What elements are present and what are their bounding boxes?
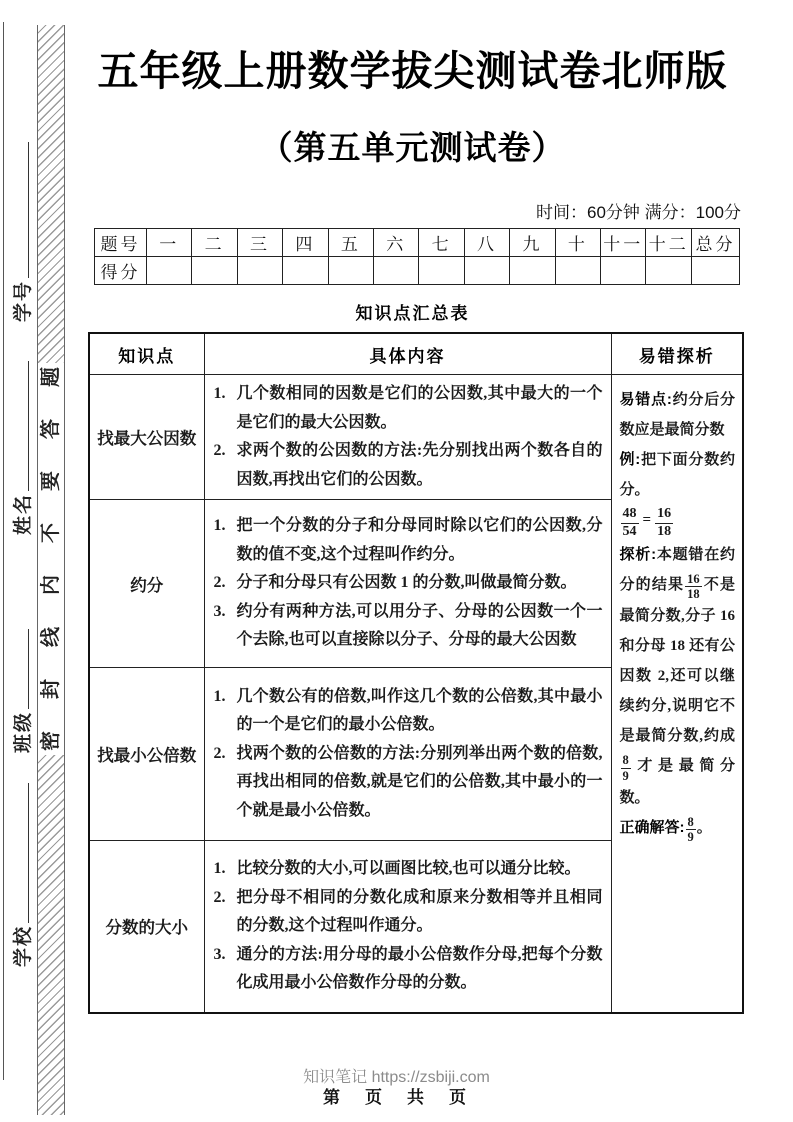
analysis-label: 探析: — [619, 545, 657, 563]
content-cell-4 — [204, 841, 611, 1013]
score-col-9: 九 — [510, 229, 555, 257]
seal-char: 封 — [40, 679, 62, 699]
analysis-text: 本题错在约分的结果 — [619, 546, 735, 593]
school-blank — [25, 783, 29, 923]
score-empty-cell — [192, 257, 237, 285]
knowledge-point-1: 找最大公因数 — [89, 375, 204, 500]
content-cell-3 — [204, 668, 611, 841]
content-item — [213, 598, 603, 655]
fraction-denominator: 9 — [622, 768, 629, 783]
content-item — [213, 941, 603, 998]
item-number: 2. — [213, 442, 226, 459]
item-number: 2. — [213, 574, 226, 592]
knowledge-summary-table — [88, 332, 744, 1014]
fraction-numerator: 48 — [622, 506, 637, 522]
score-header-row — [95, 229, 740, 257]
page-title: 五年级上册数学拔尖测试卷北师版 — [97, 48, 728, 94]
analysis-text: 不是最简分数,分子 16 和分母 18 还有公因数 2,还可以继续约分,说明它不是最简分数,约成 — [619, 576, 735, 745]
item-number: 1. — [213, 687, 226, 705]
item-text: 把一个分数的分子和分母同时除以它们的公因数,分数的值不变,这个过程叫作约分。 — [236, 517, 603, 563]
item-text: 约分有两种方法,可以用分子、分母的公因数一个一个去除,也可以直接除以分子、分母的最大公因数 — [236, 602, 603, 649]
fraction-denominator: 54 — [622, 523, 637, 539]
analysis-label: 例: — [619, 451, 641, 468]
knowledge-point-2: 约分 — [89, 500, 204, 668]
item-number: 3. — [213, 945, 226, 963]
score-col-2: 二 — [192, 229, 237, 257]
item-number: 2. — [213, 744, 226, 762]
score-empty-cell — [283, 257, 328, 285]
seal-char: 要 — [40, 471, 62, 491]
content-item — [213, 740, 603, 826]
content-item — [213, 512, 603, 569]
score-col-11: 十一 — [601, 229, 646, 257]
item-number: 1. — [213, 385, 226, 402]
name-blank — [25, 361, 29, 491]
knowledge-point-3: 找最小公倍数 — [89, 668, 204, 841]
name-field — [8, 361, 35, 535]
score-table — [94, 228, 740, 285]
score-col-5: 五 — [328, 229, 373, 257]
score-row-label: 得分 — [95, 257, 147, 285]
score-empty-cell — [147, 257, 192, 285]
seal-char: 题 — [40, 367, 62, 387]
seal-char: 线 — [40, 627, 62, 647]
item-number: 1. — [213, 860, 226, 877]
seal-hatch-top — [38, 25, 64, 363]
class-blank — [25, 629, 29, 709]
score-col-1: 一 — [147, 229, 192, 257]
score-empty-cell — [555, 257, 600, 285]
item-text: 找两个数的公倍数的方法:分别列举出两个数的倍数,再找出相同的倍数,就是它们的公倍数,其中最小的一个就是最小公倍数。 — [236, 744, 603, 819]
content-item — [213, 569, 603, 598]
item-text: 比较分数的大小,可以画图比较,也可以通分比较。 — [236, 860, 581, 877]
fraction — [655, 506, 673, 539]
score-col-7: 七 — [419, 229, 464, 257]
seal-char: 内 — [40, 575, 62, 595]
summary-header-row — [89, 333, 743, 375]
analysis-label: 易错点: — [619, 391, 672, 408]
score-col-header: 题号 — [95, 229, 147, 257]
content-item — [213, 437, 603, 494]
school-field — [8, 783, 35, 967]
class-label: 班级 — [13, 710, 34, 753]
class-field — [8, 629, 35, 753]
analysis-text: 。 — [696, 820, 712, 837]
score-empty-cell — [374, 257, 419, 285]
score-empty-cell — [464, 257, 509, 285]
score-col-13: 总分 — [692, 229, 740, 257]
fraction-numerator: 16 — [687, 571, 700, 586]
score-empty-cell — [646, 257, 692, 285]
name-label: 姓名 — [13, 492, 34, 535]
analysis-text: 约分后分数应是最简分数 — [619, 392, 735, 438]
score-col-3: 三 — [237, 229, 282, 257]
seal-hatch-bottom — [38, 755, 64, 1115]
fraction-numerator: 8 — [622, 753, 629, 768]
header-content: 具体内容 — [204, 333, 611, 375]
header-knowledge-point: 知识点 — [89, 333, 204, 375]
header-error-analysis: 易错探析 — [611, 333, 743, 375]
summary-table-title: 知识点汇总表 — [355, 304, 470, 323]
fraction-denominator: 9 — [687, 830, 694, 845]
item-number: 1. — [213, 517, 226, 535]
score-col-12: 十二 — [646, 229, 692, 257]
fraction — [621, 753, 631, 783]
score-col-10: 十 — [555, 229, 600, 257]
seal-char: 密 — [40, 731, 62, 751]
fraction-denominator: 18 — [687, 586, 700, 601]
page-number-footer: 第 页 共 页 — [323, 1088, 470, 1107]
fraction — [685, 572, 702, 602]
item-text: 分子和分母只有公因数 1 的分数,叫做最简分数。 — [236, 574, 577, 592]
analysis-text: 才是最简分数。 — [619, 758, 735, 807]
fraction — [686, 815, 696, 845]
item-number: 2. — [213, 888, 226, 906]
item-number: 3. — [213, 602, 226, 620]
seal-char: 答 — [40, 419, 62, 439]
table-row — [89, 375, 743, 500]
score-value-row — [95, 257, 740, 285]
page-edge-line — [3, 22, 4, 1080]
score-empty-cell — [510, 257, 555, 285]
student-id-blank — [25, 142, 29, 278]
seal-char: 不 — [40, 523, 62, 543]
time-score-meta: 时间：60分钟 满分：100分 — [536, 203, 741, 222]
seal-band — [37, 25, 65, 1115]
score-empty-cell — [328, 257, 373, 285]
content-item — [213, 683, 603, 740]
item-text: 把分母不相同的分数化成和原来分数相等并且相同的分数,这个过程叫作通分。 — [236, 888, 603, 934]
fraction-numerator: 8 — [687, 815, 694, 830]
item-text: 几个数相同的因数是它们的公因数,其中最大的一个是它们的最大公因数。 — [236, 385, 603, 431]
score-empty-cell — [601, 257, 646, 285]
content-cell-1 — [204, 375, 611, 500]
analysis-label: 正确解答: — [619, 819, 685, 837]
content-cell-2 — [204, 500, 611, 668]
score-empty-cell — [237, 257, 282, 285]
analysis-text: 把下面分数约分。 — [619, 452, 735, 498]
analysis-content — [611, 375, 743, 1013]
fraction-numerator: 16 — [657, 506, 672, 522]
item-text: 几个数公有的倍数,叫作这几个数的公倍数,其中最小的一个是它们的最小公倍数。 — [236, 687, 603, 734]
seal-line-text — [38, 363, 64, 755]
school-label: 学校 — [13, 924, 34, 967]
score-col-6: 六 — [374, 229, 419, 257]
score-empty-cell — [692, 257, 740, 285]
score-col-8: 八 — [464, 229, 509, 257]
content-item — [213, 380, 603, 437]
fraction — [621, 506, 639, 539]
score-col-4: 四 — [283, 229, 328, 257]
site-watermark: 知识笔记 https://zsbiji.com — [303, 1069, 490, 1086]
item-text: 求两个数的公因数的方法:先分别找出两个数各自的因数,再找出它们的公因数。 — [236, 442, 603, 488]
content-item — [213, 884, 603, 941]
fraction-denominator: 18 — [657, 523, 672, 539]
knowledge-point-4: 分数的大小 — [89, 841, 204, 1013]
student-id-label: 学号 — [13, 279, 34, 322]
score-empty-cell — [419, 257, 464, 285]
student-id-field — [8, 142, 35, 322]
item-text: 通分的方法:用分母的最小公倍数作分母,把每个分数化成用最小公倍数作分母的分数。 — [236, 945, 603, 991]
analysis-text: = — [642, 512, 652, 528]
page-subtitle: （第五单元测试卷） — [259, 129, 566, 166]
content-item — [213, 855, 603, 884]
